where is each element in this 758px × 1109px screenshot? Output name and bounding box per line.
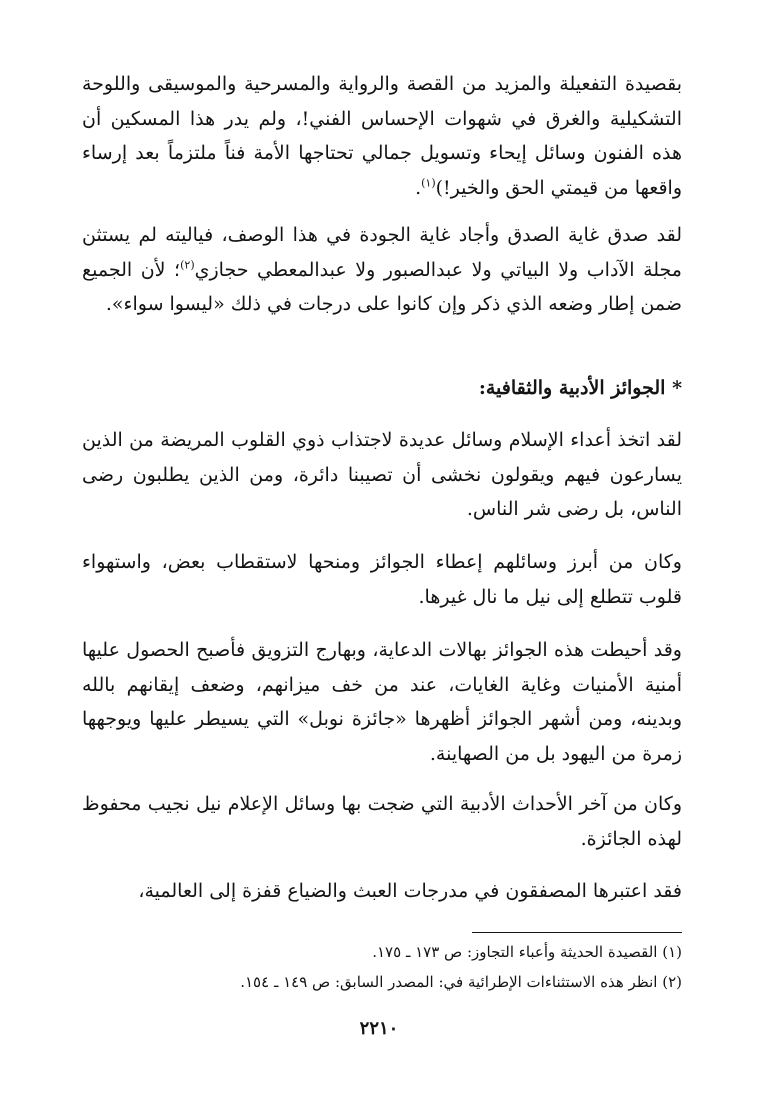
paragraph-4: وكان من أبرز وسائلهم إعطاء الجوائز ومنحها لاستقطاب بعض، واستهواء قلوب تتطلع إلى نيل ما نال غيرها.: [82, 551, 682, 608]
paragraph-2: [82, 218, 682, 322]
paragraph-2-end: ؛ لأن الجميع ضمن إطار وضعه الذي ذكر وإن كانوا على درجات في ذلك «ليسوا سواء».: [82, 258, 682, 315]
footnote-ref-2: (٢): [180, 258, 195, 272]
paragraph-1-end: .: [415, 176, 422, 199]
section-heading: * الجوائز الأدبية والثقافية:: [478, 377, 682, 399]
paragraph-2-text: لقد صدق غاية الصدق وأجاد غاية الجودة في هذا الوصف، فياليته لم يستثن مجلة الآداب ولا البياتي ولا عبدالصبور ولا عبدالمعطي حجازي: [82, 224, 682, 281]
page-number: ٢٢١٠: [359, 1018, 399, 1039]
paragraph-7: فقد اعتبرها المصفقون في مدرجات العبث والضياع قفزة إلى العالمية،: [138, 880, 682, 902]
footnote-divider: [472, 932, 682, 933]
paragraph-1-text: بقصيدة التفعيلة والمزيد من القصة والرواية والمسرحية والموسيقى واللوحة التشكيلية والغرق في شهوات الإحساس الفني!، ولم يدر هذا المسكين أن هذه الفنون وسائل إيحاء وتسويل جمالي تحتاجها الأمة فناً ملتزماً بعد إرساء واقعها من قيمتي الحق والخير!): [82, 73, 682, 199]
paragraph-1: [82, 67, 682, 205]
footnote-1: (١) القصيدة الحديثة وأعباء التجاوز: ص ١٧٣ ـ ١٧٥.: [372, 943, 682, 961]
paragraph-5: وقد أحيطت هذه الجوائز بهالات الدعاية، وبهارج التزويق فأصبح الحصول عليها أمنية الأمنيات وغاية الغايات، عند من خف ميزانهم، وضعف إيقانهم بالله وبدينه، ومن أشهر الجوائز أظهرها «جائزة نوبل» التي يسيطر عليها ويوجهها زمرة من اليهود بل من الصهاينة.: [82, 639, 683, 765]
paragraph-3: لقد اتخذ أعداء الإسلام وسائل عديدة لاجتذاب ذوي القلوب المريضة من الذين يسارعون فيهم ويقولون نخشى أن تصيبنا دائرة، ومن الذين يطلبون رضى الناس، بل رضى شر الناس.: [82, 429, 682, 520]
footnote-2: (٢) انظر هذه الاستثناءات الإطرائية في: المصدر السابق: ص ١٤٩ ـ ١٥٤.: [240, 973, 682, 991]
footnote-ref-1: (١): [421, 176, 436, 190]
paragraph-6: وكان من آخر الأحداث الأدبية التي ضجت بها وسائل الإعلام نيل نجيب محفوظ لهذه الجائزة.: [82, 793, 682, 850]
